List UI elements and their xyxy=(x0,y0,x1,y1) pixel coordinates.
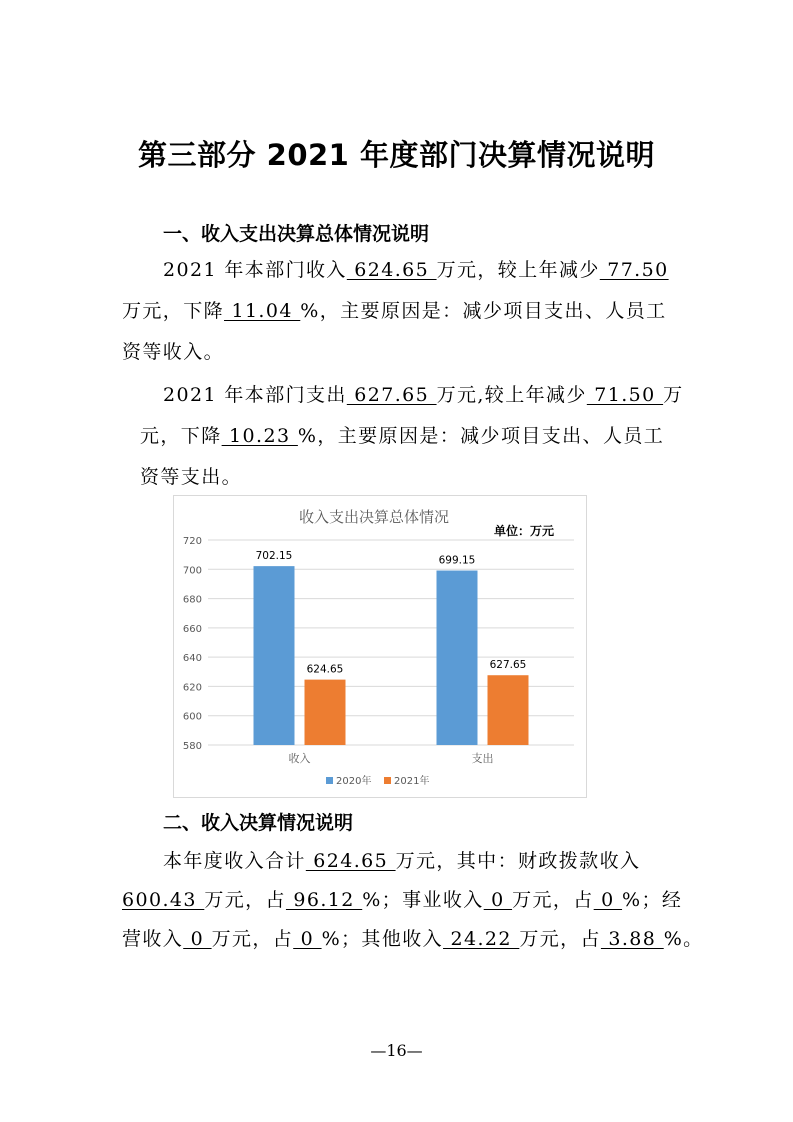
text-run: %，主要原因是：减少项目支出、人员工 xyxy=(297,425,665,447)
y-tick-label: 620 xyxy=(182,682,202,694)
income-decrease-percent: 11.04 xyxy=(224,300,301,322)
data-label: 699.15 xyxy=(438,554,476,567)
data-label: 627.65 xyxy=(489,659,527,672)
x-tick-label: 收入 xyxy=(288,752,311,765)
paragraph-line: 资等支出。 xyxy=(140,466,243,488)
paragraph-line xyxy=(122,885,682,912)
chart-unit-label: 单位：万元 xyxy=(493,524,555,538)
text-run: %；经 xyxy=(622,889,683,911)
paragraph-line xyxy=(140,421,664,448)
paragraph-line xyxy=(163,255,669,282)
business-income-percent: 0 xyxy=(593,889,623,911)
expense-decrease-percent: 10.23 xyxy=(221,425,298,447)
y-tick-label: 580 xyxy=(182,741,202,752)
data-label: 702.15 xyxy=(255,550,293,563)
x-tick-label: 支出 xyxy=(471,752,494,765)
text-run: 营收入 xyxy=(122,928,184,950)
legend-label: 2020年 xyxy=(336,776,372,787)
total-income-value: 624.65 xyxy=(305,850,396,872)
y-tick-label: 640 xyxy=(182,653,202,665)
page-title: 第三部分 2021 年度部门决算情况说明 xyxy=(138,138,655,172)
paragraph-line xyxy=(163,846,640,873)
text-run: 万 xyxy=(663,384,684,406)
legend-label: 2021年 xyxy=(394,776,430,787)
legend-swatch xyxy=(384,777,391,784)
text-run: 万元，占 xyxy=(204,889,286,911)
text-run: 万元，占 xyxy=(519,928,601,950)
text-run: 2021 年本部门收入 xyxy=(163,259,347,281)
text-run: 元，下降 xyxy=(140,425,222,447)
paragraph-line: 资等收入。 xyxy=(122,341,225,363)
text-run: 万元，占 xyxy=(512,889,594,911)
text-run: 2021 年本部门支出 xyxy=(163,384,347,406)
text-run: 万元，下降 xyxy=(122,300,225,322)
operating-income-value: 0 xyxy=(183,928,212,950)
text-run: %。 xyxy=(663,928,704,950)
section-heading-overview: 一、收入支出决算总体情况说明 xyxy=(163,223,430,245)
bar-chart xyxy=(173,495,587,798)
paragraph-line xyxy=(122,296,667,323)
legend-swatch xyxy=(326,777,333,784)
operating-income-percent: 0 xyxy=(293,928,322,950)
bar-2020年-收入 xyxy=(254,566,295,745)
text-run: 万元，占 xyxy=(211,928,294,950)
bar-2021年-支出 xyxy=(488,675,529,745)
text-run: %；事业收入 xyxy=(362,889,484,911)
bar-2021年-收入 xyxy=(305,680,346,745)
text-run: 万元，较上年减少 xyxy=(436,259,600,281)
other-income-percent: 3.88 xyxy=(600,928,664,950)
y-tick-label: 680 xyxy=(182,594,202,606)
income-value: 624.65 xyxy=(346,259,437,281)
y-tick-label: 600 xyxy=(182,711,202,723)
text-run: 万元，其中：财政拨款收入 xyxy=(395,850,641,872)
y-tick-label: 700 xyxy=(182,565,202,577)
chart-canvas xyxy=(174,496,588,799)
text-run: %；其他收入 xyxy=(321,928,444,950)
bar-2020年-支出 xyxy=(437,571,478,745)
chart-title: 收入支出决算总体情况 xyxy=(298,508,450,526)
fiscal-income-value: 600.43 xyxy=(122,889,205,911)
paragraph-line xyxy=(163,380,684,407)
text-run: %，主要原因是：减少项目支出、人员工 xyxy=(300,300,667,322)
y-tick-label: 660 xyxy=(182,623,202,635)
fiscal-income-percent: 96.12 xyxy=(285,889,363,911)
business-income-value: 0 xyxy=(483,889,513,911)
text-run: 万元,较上年减少 xyxy=(436,384,587,406)
page-number: —16— xyxy=(370,1041,423,1060)
paragraph-line xyxy=(122,924,704,951)
income-decrease-value: 77.50 xyxy=(599,259,669,281)
expense-decrease-value: 71.50 xyxy=(586,384,664,406)
chart-bars xyxy=(254,566,529,745)
other-income-value: 24.22 xyxy=(443,928,520,950)
text-run: 本年度收入合计 xyxy=(163,850,306,872)
section-heading-income: 二、收入决算情况说明 xyxy=(163,812,354,834)
y-tick-label: 720 xyxy=(182,536,202,547)
data-label: 624.65 xyxy=(306,663,344,676)
chart-legend xyxy=(326,774,429,787)
expense-value: 627.65 xyxy=(346,384,437,406)
